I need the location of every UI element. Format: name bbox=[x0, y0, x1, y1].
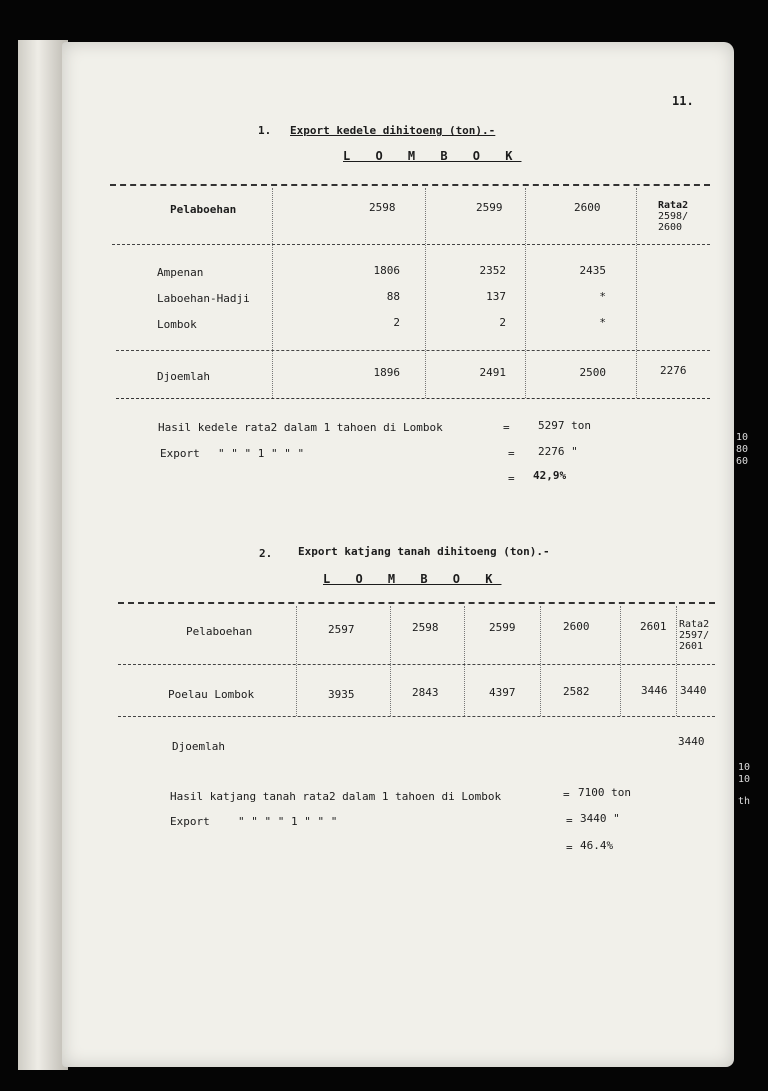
s2-col-divider bbox=[620, 606, 621, 716]
s1-summary-export-label: Export bbox=[160, 447, 200, 460]
s2-summary-harvest: 7100 ton bbox=[578, 786, 631, 799]
s2-summary-eq: = bbox=[563, 788, 570, 801]
page-number: 11. bbox=[672, 94, 694, 108]
s2-header-avg: Rata2 bbox=[679, 619, 710, 630]
edge-mark: 10 bbox=[738, 774, 751, 785]
s1-total-value: 2491 bbox=[479, 366, 506, 379]
s2-header-year: 2598 bbox=[412, 621, 439, 634]
section2-title: Export katjang tanah dihitoeng (ton).- bbox=[298, 545, 550, 558]
s1-row-port: Lombok bbox=[157, 318, 197, 331]
s1-row-port: Ampenan bbox=[157, 266, 204, 279]
s2-summary-line1: Hasil katjang tanah rata2 dalam 1 tahoen di Lombok bbox=[170, 790, 502, 803]
s1-row-value: 88 bbox=[386, 290, 400, 303]
s1-total-value: 2500 bbox=[579, 366, 606, 379]
s2-row-avg: 3440 bbox=[680, 684, 707, 697]
s2-col-divider bbox=[464, 606, 465, 716]
s2-col-divider bbox=[296, 606, 297, 716]
s1-row-value: 2352 bbox=[479, 264, 506, 277]
s2-header-year: 2597 bbox=[328, 623, 355, 636]
s2-header-rule bbox=[118, 664, 715, 665]
s1-summary-eq: = bbox=[503, 421, 510, 434]
s1-row-value: 2435 bbox=[579, 264, 606, 277]
s2-row-port: Poelau Lombok bbox=[168, 688, 255, 701]
s2-total-label: Djoemlah bbox=[172, 740, 225, 753]
s1-col-divider bbox=[272, 188, 273, 398]
edge-mark: th bbox=[738, 796, 751, 807]
s2-col-divider bbox=[540, 606, 541, 716]
s1-summary-line1: Hasil kedele rata2 dalam 1 tahoen di Lombok bbox=[158, 421, 443, 434]
s2-header-avg-range: 2601 bbox=[679, 641, 704, 652]
s1-summary-eq: = bbox=[508, 447, 515, 460]
s2-row-value: 3935 bbox=[328, 688, 355, 701]
s1-row-value: 2 bbox=[499, 316, 506, 329]
s1-summary-percent: 42,9% bbox=[533, 469, 567, 482]
s1-row-port: Laboehan-Hadji bbox=[157, 292, 250, 305]
section1-table-top-rule bbox=[110, 184, 710, 186]
s1-table-bottom-rule bbox=[116, 398, 710, 399]
s1-header-year: 2600 bbox=[574, 201, 601, 214]
s2-summary-export-label: Export bbox=[170, 815, 210, 828]
s1-row-value: 2 bbox=[393, 316, 400, 329]
s1-header-port: Pelaboehan bbox=[170, 203, 237, 216]
s2-row-value: 2582 bbox=[563, 685, 590, 698]
s1-col-divider bbox=[425, 188, 426, 398]
s2-col-divider bbox=[676, 606, 677, 716]
s2-row-value: 2843 bbox=[412, 686, 439, 699]
s1-col-divider bbox=[636, 188, 637, 398]
s1-header-year: 2599 bbox=[476, 201, 503, 214]
s1-total-value: 1896 bbox=[373, 366, 400, 379]
s1-total-label: Djoemlah bbox=[157, 370, 210, 383]
edge-mark: 10 bbox=[738, 762, 751, 773]
s1-header-avg: Rata2 bbox=[658, 200, 689, 211]
s2-summary-percent: 46.4% bbox=[580, 839, 614, 852]
s2-summary-dittos: " " " " 1 " " " bbox=[238, 815, 338, 828]
s2-summary-eq: = bbox=[566, 841, 573, 854]
s2-col-divider bbox=[390, 606, 391, 716]
section2-number: 2. bbox=[259, 547, 273, 560]
s1-summary-harvest: 5297 ton bbox=[538, 419, 591, 432]
s1-summary-export: 2276 " bbox=[538, 445, 578, 458]
s1-summary-dittos: " " " 1 " " " bbox=[218, 447, 305, 460]
s1-col-divider bbox=[525, 188, 526, 398]
s2-header-year: 2600 bbox=[563, 620, 590, 633]
s1-summary-eq: = bbox=[508, 472, 515, 485]
s2-row-value: 3446 bbox=[641, 684, 668, 697]
s1-total-rule bbox=[116, 350, 710, 351]
s2-header-year: 2599 bbox=[489, 621, 516, 634]
s2-row-value: 4397 bbox=[489, 686, 516, 699]
section2-region: L O M B O K bbox=[323, 572, 502, 586]
s2-header-port: Pelaboehan bbox=[186, 625, 253, 638]
s1-row-value: 1806 bbox=[373, 264, 400, 277]
edge-mark: 80 bbox=[736, 444, 749, 455]
binding-edge bbox=[18, 40, 68, 1070]
section1-number: 1. bbox=[258, 124, 272, 137]
section2-table-top-rule bbox=[118, 602, 715, 604]
s1-total-avg: 2276 bbox=[660, 364, 687, 377]
s2-summary-export: 3440 " bbox=[580, 812, 620, 825]
s1-header-avg-range: 2598/ bbox=[658, 211, 689, 222]
s1-row-value: * bbox=[599, 290, 606, 303]
s2-header-year: 2601 bbox=[640, 620, 667, 633]
edge-mark: 10 bbox=[736, 432, 749, 443]
s1-row-value: * bbox=[599, 316, 606, 329]
s1-header-avg-range: 2600 bbox=[658, 222, 683, 233]
s2-header-avg-range: 2597/ bbox=[679, 630, 710, 641]
s1-header-year: 2598 bbox=[369, 201, 396, 214]
section1-region: L O M B O K bbox=[343, 149, 522, 163]
s2-total-rule bbox=[118, 716, 715, 717]
s2-summary-eq: = bbox=[566, 814, 573, 827]
edge-mark: 60 bbox=[736, 456, 749, 467]
s2-total-avg: 3440 bbox=[678, 735, 705, 748]
s1-header-rule bbox=[112, 244, 710, 245]
section1-title: Export kedele dihitoeng (ton).- bbox=[290, 124, 496, 137]
s1-row-value: 137 bbox=[486, 290, 506, 303]
